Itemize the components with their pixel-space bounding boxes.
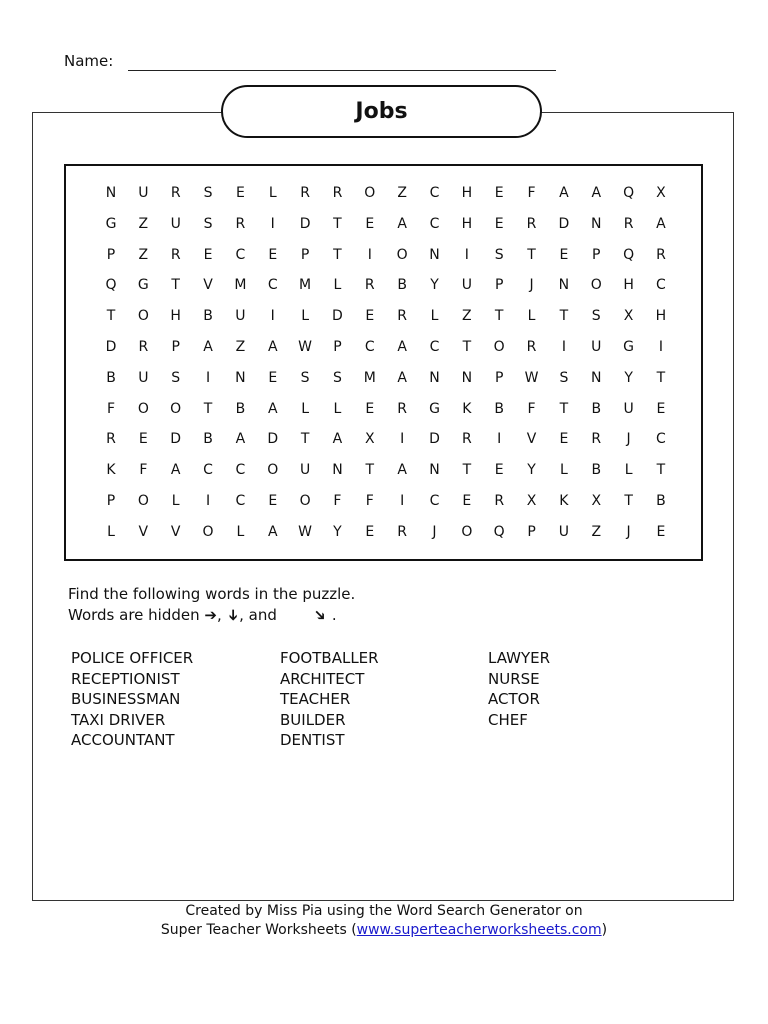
grid-letter[interactable]: M [363,369,376,386]
grid-letter[interactable]: S [559,369,569,386]
grid-letter[interactable]: Y [333,523,342,540]
grid-letter[interactable]: R [397,308,407,325]
grid-letter[interactable]: R [106,431,116,448]
grid-letter[interactable]: T [106,308,116,325]
grid-letter[interactable]: I [400,493,405,509]
grid-letter[interactable]: D [429,431,440,448]
grid-letter[interactable]: T [333,215,342,232]
grid-row [0,522,666,542]
arrow-right-icon: ➔ [204,606,217,624]
grid-letter[interactable]: L [430,308,439,325]
grid-letter[interactable]: T [171,277,180,294]
grid-letter[interactable]: I [400,431,405,448]
grid-letter[interactable]: Z [138,246,149,263]
grid-letter[interactable]: A [332,431,343,448]
grid-letter[interactable]: J [626,523,631,540]
grid-letter[interactable]: R [397,523,407,540]
grid-letter[interactable]: E [494,185,504,201]
word-list-item: ACTOR [488,690,540,709]
grid-row [0,399,666,419]
grid-letter[interactable]: A [397,462,407,479]
grid-letter[interactable]: A [591,185,602,201]
grid-letter[interactable]: T [624,493,633,509]
grid-letter[interactable]: D [105,339,117,355]
grid-letter[interactable]: E [656,400,666,417]
grid-letter[interactable]: O [170,400,182,417]
grid-letter[interactable]: I [497,431,502,448]
grid-letter[interactable]: A [267,523,278,540]
grid-letter[interactable]: A [267,400,278,417]
grid-letter[interactable]: C [235,462,246,479]
grid-letter[interactable]: W [298,523,313,540]
grid-letter[interactable]: D [267,431,279,448]
grid-letter[interactable]: B [591,462,602,479]
grid-letter[interactable]: N [235,369,246,386]
grid-letter[interactable]: N [591,215,602,232]
grid-letter[interactable]: B [397,277,407,294]
grid-letter[interactable]: R [138,339,149,355]
grid-letter[interactable]: L [171,493,180,509]
grid-letter[interactable]: A [397,339,407,355]
word-list-item: ARCHITECT [280,669,365,688]
grid-letter[interactable]: U [138,369,149,386]
grid-letter[interactable]: R [170,246,181,263]
grid-letter[interactable]: T [559,308,569,325]
grid-row [0,183,666,203]
grid-letter[interactable]: J [626,431,631,448]
grid-letter[interactable]: U [558,523,570,540]
grid-letter[interactable]: E [365,400,375,417]
grid-letter[interactable]: X [656,185,666,201]
grid-letter[interactable]: E [494,215,504,232]
word-list-column-2 [280,648,379,751]
word-list-item: LAWYER [488,649,551,667]
grid-letter[interactable]: C [429,339,440,355]
word-list-item: NURSE [488,669,540,688]
grid-letter[interactable]: V [526,431,537,448]
word-list-item: RECEPTIONIST [71,669,180,688]
grid-letter[interactable]: P [171,339,180,355]
instructions-period: . [331,606,337,624]
grid-letter[interactable]: R [235,215,246,232]
grid-letter[interactable]: T [527,246,536,263]
grid-letter[interactable]: E [656,523,666,540]
grid-letter[interactable]: T [203,400,213,417]
grid-letter[interactable]: Z [397,185,407,201]
grid-letter[interactable]: X [591,493,602,509]
arrow-down-icon: ➔ [223,608,242,622]
grid-letter[interactable]: A [397,369,407,386]
grid-letter[interactable]: L [301,400,309,417]
word-list-item: CHEF [488,710,528,729]
grid-letter[interactable]: N [429,462,440,479]
grid-letter[interactable]: D [332,308,343,325]
grid-row [0,460,666,480]
grid-letter[interactable]: F [333,493,342,509]
footer-credit-line: Created by Miss Pia using the Word Search Generator on [185,903,583,919]
grid-letter[interactable]: C [203,462,213,479]
grid-letter[interactable]: L [333,400,342,417]
grid-letter[interactable]: B [203,308,213,325]
grid-letter[interactable]: U [591,339,602,355]
grid-letter[interactable]: R [170,185,181,201]
grid-letter[interactable]: E [559,246,569,263]
grid-letter[interactable]: T [300,431,310,448]
grid-letter[interactable]: B [591,400,602,417]
grid-letter[interactable]: P [300,246,310,263]
grid-letter[interactable]: W [298,339,313,355]
word-list-item: POLICE OFFICER [71,649,194,667]
grid-letter[interactable]: C [429,493,440,509]
grid-letter[interactable]: R [526,215,537,232]
grid-letter[interactable]: P [494,369,504,386]
grid-letter[interactable]: D [299,215,311,232]
grid-letter[interactable]: K [559,493,569,509]
grid-letter[interactable]: B [203,431,213,448]
grid-letter[interactable]: I [270,215,275,232]
instructions-hidden-text: Words are hidden [68,606,200,624]
grid-letter[interactable]: L [268,185,277,201]
grid-letter[interactable]: O [493,339,505,355]
grid-row [0,337,663,357]
grid-letter[interactable]: P [106,246,116,263]
grid-letter[interactable]: Q [493,523,505,540]
grid-letter[interactable]: A [559,185,569,201]
grid-letter[interactable]: R [461,431,472,448]
grid-letter[interactable]: H [461,215,473,232]
grid-letter[interactable]: D [558,215,570,232]
grid-letter[interactable]: E [203,246,213,263]
word-list-item: ACCOUNTANT [71,731,175,750]
grid-letter[interactable]: V [203,277,213,294]
grid-letter[interactable]: O [590,277,602,294]
grid-letter[interactable]: N [105,185,117,201]
grid-letter[interactable]: F [365,493,374,509]
word-list-item: FOOTBALLER [280,649,379,667]
grid-letter[interactable]: Q [623,185,635,201]
grid-letter[interactable]: T [365,462,375,479]
grid-letter[interactable]: N [461,369,473,386]
grid-letter[interactable]: E [494,462,504,479]
name-label: Name: [64,52,114,70]
grid-letter[interactable]: C [656,431,666,448]
grid-letter[interactable]: K [462,400,472,417]
grid-letter[interactable]: P [592,246,601,263]
grid-letter[interactable]: L [301,308,309,325]
grid-row [0,275,666,295]
grid-letter[interactable]: C [267,277,278,294]
grid-letter[interactable]: T [333,246,342,263]
grid-letter[interactable]: I [205,493,211,509]
grid-letter[interactable]: R [623,215,634,232]
grid-letter[interactable]: V [138,523,149,540]
arrow-diagonal-icon: ➔ [309,604,332,626]
grid-letter[interactable]: E [138,431,148,448]
grid-letter[interactable]: P [106,493,116,509]
word-list-item: DENTIST [280,731,345,750]
grid-letter[interactable]: I [561,339,566,355]
grid-letter[interactable]: I [205,369,211,386]
word-list-column-3 [488,648,550,730]
grid-letter[interactable]: H [655,308,667,325]
grid-letter[interactable]: A [267,339,278,355]
grid-letter[interactable]: Y [624,369,633,386]
instructions-and: , and [239,606,277,624]
grid-letter[interactable]: H [170,308,181,325]
grid-letter[interactable]: L [559,462,568,479]
grid-letter[interactable]: T [656,369,666,386]
grid-letter[interactable]: J [432,523,437,540]
grid-letter[interactable]: A [170,462,181,479]
grid-letter[interactable]: C [235,493,246,509]
grid-letter[interactable]: J [529,277,534,294]
page-title: Jobs [221,85,542,138]
grid-letter[interactable]: G [429,400,440,417]
grid-letter[interactable]: O [461,523,473,540]
grid-letter[interactable]: C [656,277,666,294]
grid-letter[interactable]: Z [235,339,246,355]
grid-letter[interactable]: W [524,369,539,386]
grid-letter[interactable]: S [300,369,310,386]
grid-letter[interactable]: E [268,493,278,509]
grid-letter[interactable]: C [364,339,375,355]
grid-letter[interactable]: P [333,339,342,355]
grid-letter[interactable]: U [170,215,181,232]
grid-letter[interactable]: U [623,400,634,417]
grid-letter[interactable]: G [105,215,117,232]
grid-letter[interactable]: T [494,308,504,325]
grid-letter[interactable]: M [234,277,247,294]
word-list-item: BUILDER [280,710,346,729]
grid-letter[interactable]: A [397,215,407,232]
grid-letter[interactable]: S [332,369,342,386]
grid-letter[interactable]: R [300,185,310,201]
grid-letter[interactable]: E [268,246,278,263]
grid-letter[interactable]: R [364,277,375,294]
grid-letter[interactable]: O [267,462,279,479]
grid-letter[interactable]: R [526,339,537,355]
instructions-comma: , [216,606,222,624]
grid-letter[interactable]: R [332,185,343,201]
grid-row [0,214,666,234]
grid-letter[interactable]: R [656,246,666,263]
grid-letter[interactable]: N [332,462,343,479]
grid-letter[interactable]: H [623,277,634,294]
grid-letter[interactable]: N [558,277,570,294]
grid-row [0,429,666,449]
grid-letter[interactable]: B [494,400,504,417]
grid-letter[interactable]: R [494,493,505,509]
grid-letter[interactable]: C [429,185,440,201]
grid-letter[interactable]: K [106,462,116,479]
grid-letter[interactable]: C [235,246,246,263]
grid-letter[interactable]: Q [623,246,635,263]
grid-letter[interactable]: L [107,523,115,540]
grid-letter[interactable]: F [527,185,536,201]
grid-letter[interactable]: U [299,462,311,479]
grid-row [0,491,666,511]
grid-letter[interactable]: E [462,493,472,509]
grid-letter[interactable]: B [235,400,246,417]
grid-letter[interactable]: O [396,246,408,263]
grid-row [0,245,666,265]
grid-letter[interactable]: S [171,369,181,386]
grid-letter[interactable]: H [461,185,473,201]
grid-letter[interactable]: E [365,523,375,540]
grid-letter[interactable]: C [429,215,440,232]
footer-source-suffix: ) [601,922,608,938]
name-blank-line[interactable] [128,70,556,71]
grid-letter[interactable]: I [367,246,372,263]
grid-letter[interactable]: Z [591,523,602,540]
footer-source-line [0,921,768,940]
grid-letter[interactable]: P [527,523,536,540]
instructions-line-2 [68,605,337,625]
grid-letter[interactable]: A [656,215,666,232]
grid-letter[interactable]: Y [430,277,439,294]
grid-letter[interactable]: E [365,308,375,325]
grid-letter[interactable]: A [235,431,246,448]
grid-letter[interactable]: L [527,308,536,325]
grid-letter[interactable]: Z [138,215,149,232]
grid-letter[interactable]: O [364,185,376,201]
grid-letter[interactable]: M [299,277,312,294]
grid-letter[interactable]: S [494,246,504,263]
grid-letter[interactable]: I [658,339,663,355]
grid-letter[interactable]: Q [105,277,117,294]
grid-letter[interactable]: G [137,277,149,294]
grid-letter[interactable]: X [623,308,634,325]
instructions-line-1: Find the following words in the puzzle. [68,585,356,603]
grid-letter[interactable]: S [591,308,601,325]
grid-letter[interactable]: Y [527,462,536,479]
grid-letter[interactable]: O [299,493,311,509]
grid-letter[interactable]: V [170,523,181,540]
grid-letter[interactable]: X [365,431,375,448]
grid-letter[interactable]: T [462,462,472,479]
grid-letter[interactable]: X [526,493,537,509]
grid-letter[interactable]: U [235,308,246,325]
grid-letter[interactable]: U [138,185,149,201]
word-list-item: BUSINESSMAN [71,690,181,709]
grid-letter[interactable]: O [137,493,149,509]
grid-letter[interactable]: E [559,431,569,448]
grid-letter[interactable]: Z [462,308,472,325]
grid-letter[interactable]: B [106,369,116,386]
grid-letter[interactable]: R [397,400,407,417]
grid-letter[interactable]: U [461,277,472,294]
grid-letter[interactable]: A [203,339,213,355]
grid-letter[interactable]: S [203,215,213,232]
grid-letter[interactable]: N [591,369,602,386]
grid-letter[interactable]: S [203,185,213,201]
grid-letter[interactable]: O [137,400,149,417]
grid-row [0,368,666,388]
grid-letter[interactable]: E [268,369,278,386]
grid-row [0,306,667,326]
word-list-item: TAXI DRIVER [71,710,166,729]
grid-letter[interactable]: L [624,462,633,479]
grid-letter[interactable]: O [202,523,214,540]
word-list-column-1 [71,648,193,751]
grid-letter[interactable]: F [527,400,536,417]
grid-letter[interactable]: N [429,369,440,386]
grid-letter[interactable]: O [137,308,149,325]
grid-letter[interactable]: T [462,339,472,355]
grid-letter[interactable]: G [623,339,635,355]
website-link[interactable]: www.superteacherworksheets.com [356,922,602,938]
grid-letter[interactable]: T [559,400,569,417]
grid-letter[interactable]: I [270,308,275,325]
grid-letter[interactable]: B [656,493,666,509]
grid-letter[interactable]: P [494,277,504,294]
grid-letter[interactable]: T [656,462,666,479]
grid-letter[interactable]: N [429,246,440,263]
grid-letter[interactable]: L [333,277,342,294]
grid-letter[interactable]: E [235,185,245,201]
grid-letter[interactable]: F [139,462,148,479]
grid-letter[interactable]: I [464,246,469,263]
footer-source-prefix: Super Teacher Worksheets ( [160,922,357,938]
grid-letter[interactable]: F [106,400,116,417]
word-list-item: TEACHER [280,690,351,709]
grid-letter[interactable]: R [591,431,602,448]
grid-letter[interactable]: D [170,431,182,448]
grid-letter[interactable]: L [236,523,245,540]
grid-letter[interactable]: E [365,215,375,232]
